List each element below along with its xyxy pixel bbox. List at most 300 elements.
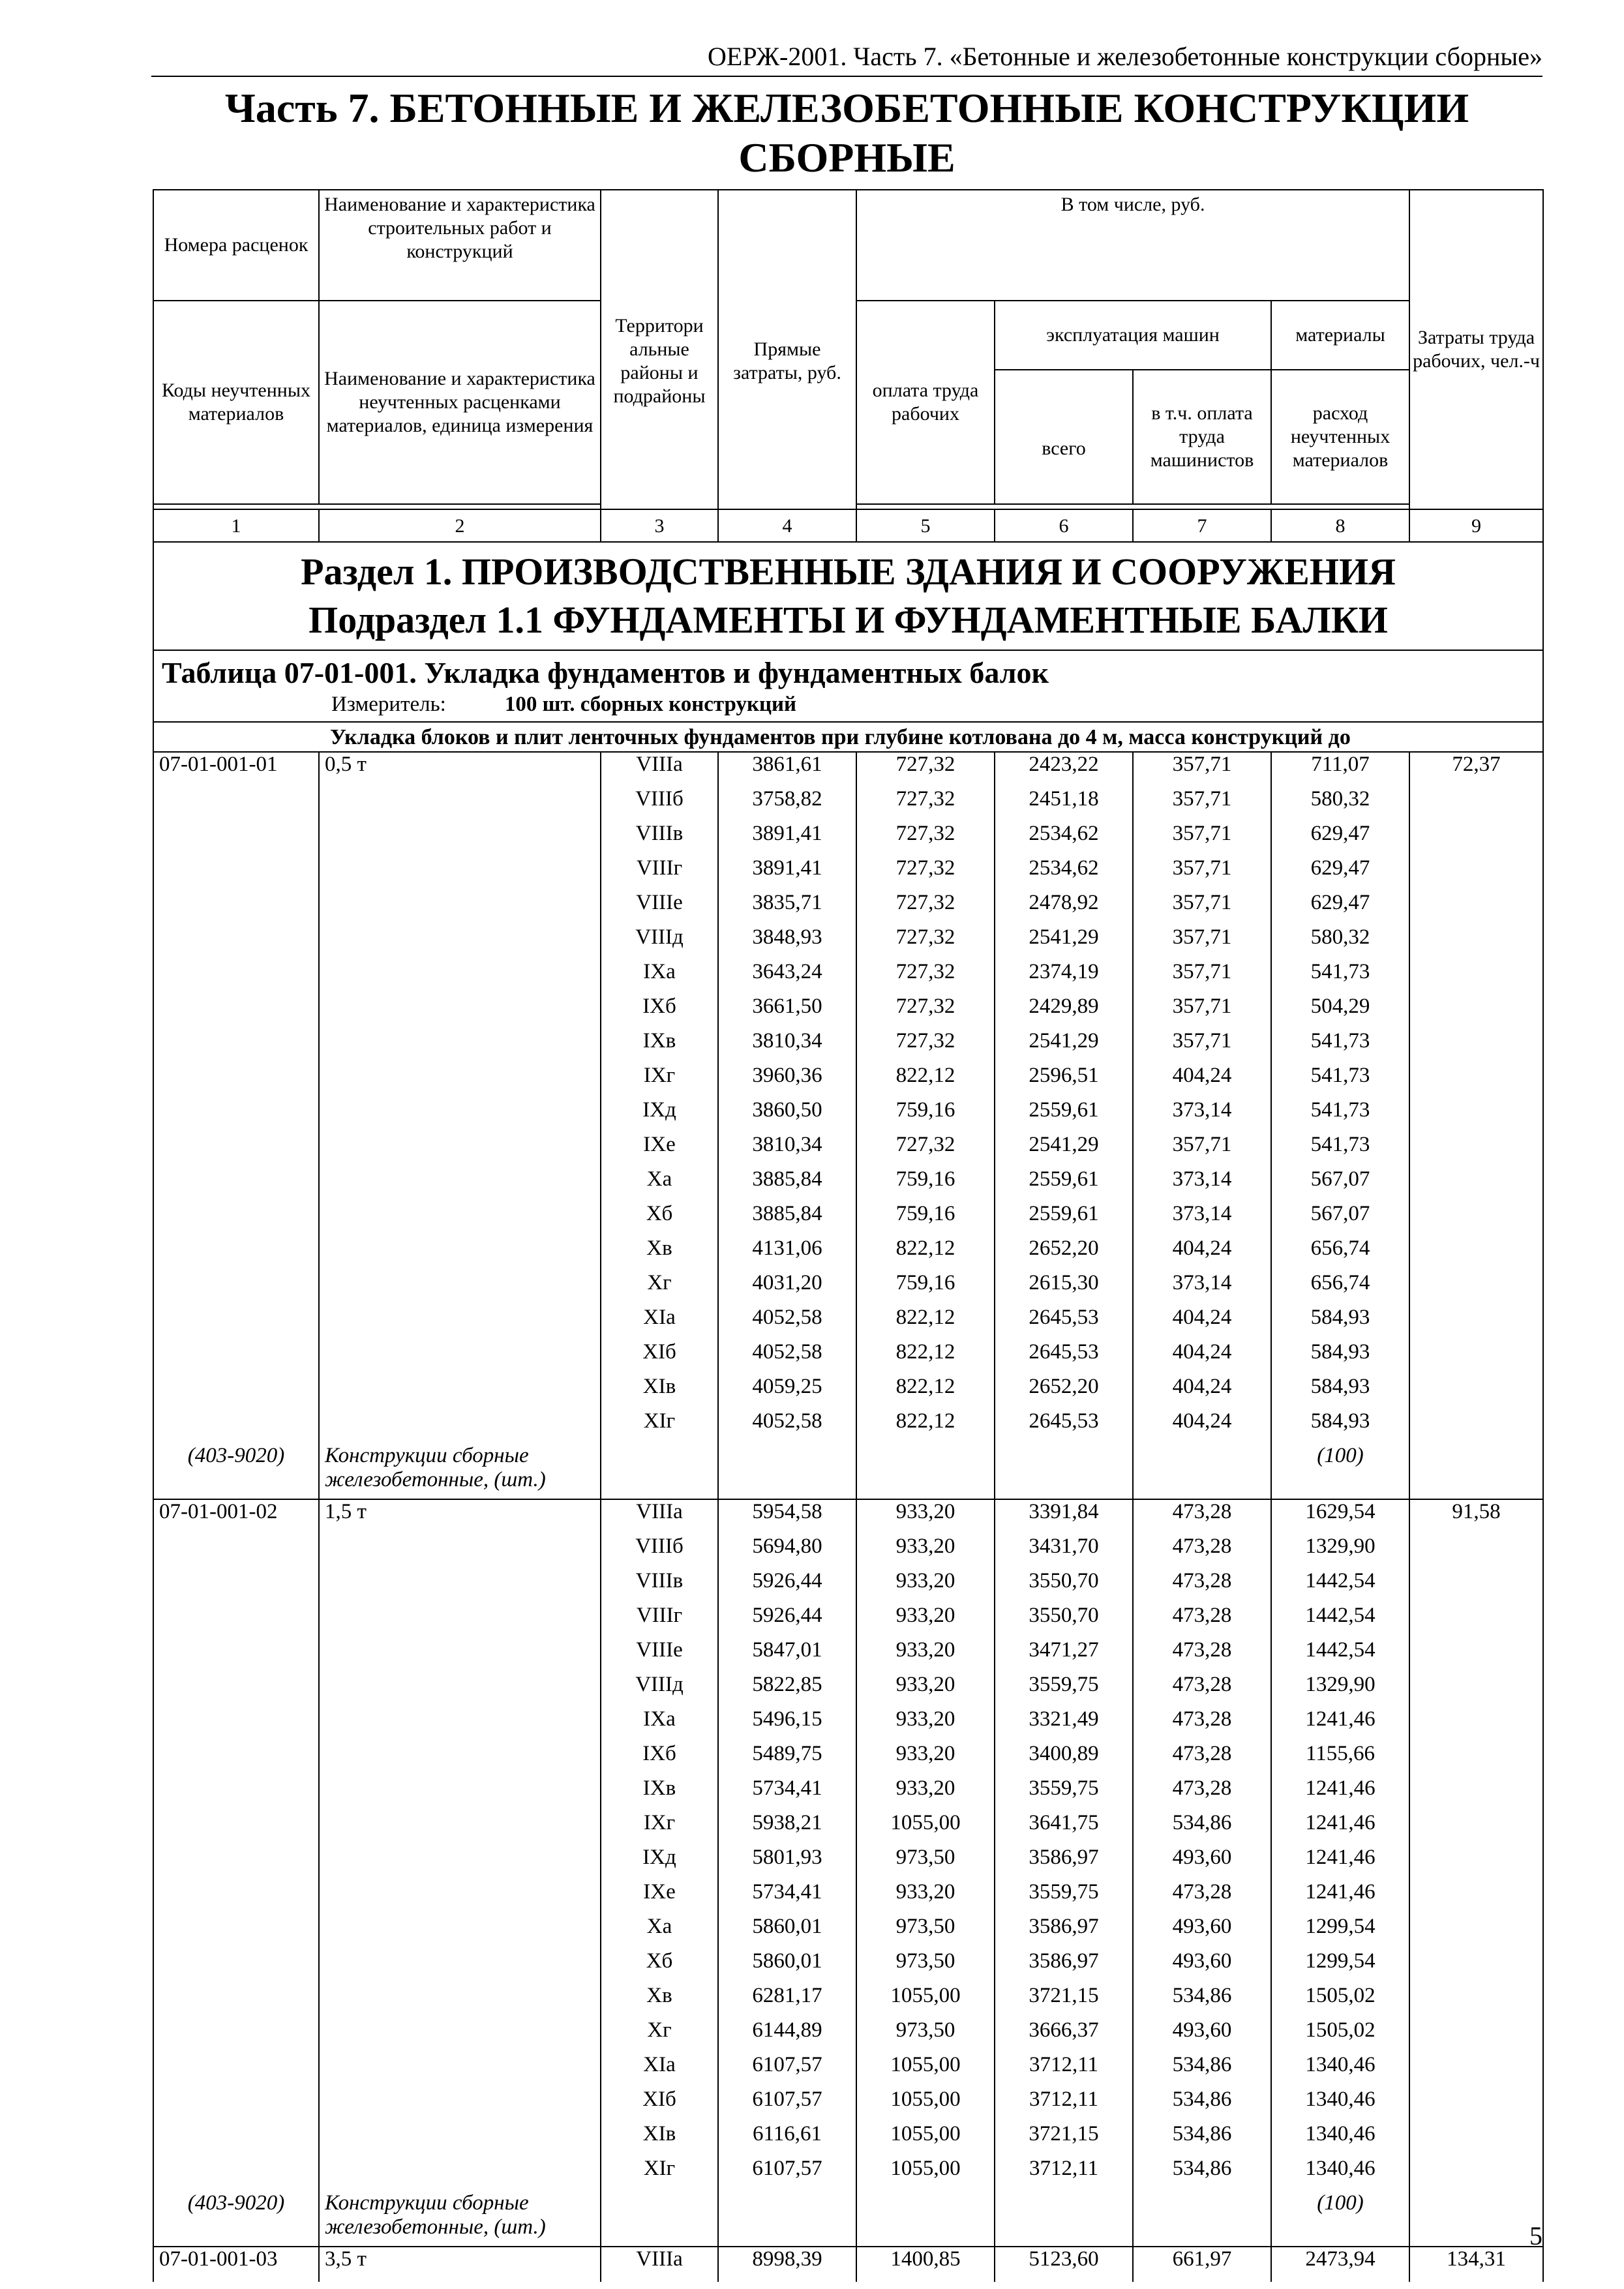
direct-costs: 5954,58 [718,1499,856,1534]
territory: IXг [601,1811,718,1846]
worker-pay: 1055,00 [856,2053,995,2087]
direct-costs: 4052,58 [718,1306,856,1340]
materials: 1505,02 [1271,1984,1409,2018]
machines-total: 2541,29 [995,925,1133,960]
machines-total: 3712,11 [995,2157,1133,2191]
materials: 1340,46 [1271,2157,1409,2191]
direct-costs: 3891,41 [718,822,856,856]
territory: Xв [601,1984,718,2018]
table-row [153,1306,1543,1340]
materials: 656,74 [1271,1236,1409,1271]
territory: VIIIа [601,2247,718,2282]
work-name [319,925,601,960]
rate-code [153,995,319,1029]
machines-total: 2652,20 [995,1236,1133,1271]
direct-costs: 5734,41 [718,1776,856,1811]
header-worker-pay: оплата труда рабочих [856,301,995,504]
rate-code [153,1340,319,1375]
territory: IXв [601,1029,718,1064]
materials: 1241,46 [1271,1776,1409,1811]
territory: XIг [601,2157,718,2191]
header-machines-total: всего [995,370,1133,504]
direct-costs: 5926,44 [718,1569,856,1604]
materials: 1340,46 [1271,2087,1409,2122]
machines-total: 2652,20 [995,1375,1133,1409]
labor-costs [1409,856,1543,891]
worker-pay: 759,16 [856,1167,995,1202]
labor-costs [1409,1569,1543,1604]
direct-costs: 5496,15 [718,1707,856,1742]
labor-costs [1409,1340,1543,1375]
territory: XIг [601,1409,718,1444]
material-code: (403-9020) [153,2191,319,2247]
materials: 541,73 [1271,960,1409,995]
rate-code [153,1029,319,1064]
rate-code [153,1604,319,1638]
territory: Xг [601,1271,718,1306]
materials: 1340,46 [1271,2053,1409,2087]
materials: 1329,90 [1271,1673,1409,1707]
machines-total: 3666,37 [995,2018,1133,2053]
machinist-pay: 534,86 [1133,1811,1271,1846]
labor-costs [1409,1880,1543,1915]
materials: 2473,94 [1271,2247,1409,2282]
rate-code [153,822,319,856]
header-materials: материалы [1271,301,1409,370]
part-title [151,83,1542,183]
machinist-pay: 357,71 [1133,925,1271,960]
machines-total: 3391,84 [995,1499,1133,1534]
header-name-bottom: Наименование и характеристика неучтенных расценками материалов, единица измерения [319,301,601,504]
materials: 1629,54 [1271,1499,1409,1534]
material-code: (403-9020) [153,1444,319,1499]
materials: 1299,54 [1271,1915,1409,1949]
machinist-pay: 534,86 [1133,2157,1271,2191]
labor-costs [1409,2053,1543,2087]
table-row [153,1604,1543,1638]
direct-costs: 5489,75 [718,1742,856,1776]
materials: 629,47 [1271,822,1409,856]
territory: XIб [601,1340,718,1375]
meter-value: 100 шт. сборных конструкций [504,693,797,716]
table-row [153,1915,1543,1949]
machines-total: 2596,51 [995,1064,1133,1098]
machines-total: 2374,19 [995,960,1133,995]
work-name: 0,5 т [319,752,601,787]
work-name [319,2157,601,2191]
materials: 1442,54 [1271,1604,1409,1638]
work-name [319,995,601,1029]
materials: 584,93 [1271,1409,1409,1444]
machines-total: 3431,70 [995,1534,1133,1569]
work-name [319,1409,601,1444]
machines-total: 3550,70 [995,1569,1133,1604]
rate-code [153,1271,319,1306]
empty-cell [1409,2191,1543,2247]
work-name [319,1776,601,1811]
labor-costs [1409,1029,1543,1064]
worker-pay: 822,12 [856,1064,995,1098]
direct-costs: 3661,50 [718,995,856,1029]
labor-costs [1409,1306,1543,1340]
work-name [319,1064,601,1098]
table-row [153,752,1543,787]
work-name [319,1202,601,1236]
table-row [153,787,1543,822]
worker-pay: 933,20 [856,1638,995,1673]
labor-costs [1409,1409,1543,1444]
territory: VIIIг [601,1604,718,1638]
work-name [319,1707,601,1742]
direct-costs: 6107,57 [718,2157,856,2191]
labor-costs [1409,1846,1543,1880]
work-name [319,2018,601,2053]
labor-costs [1409,1638,1543,1673]
worker-pay: 822,12 [856,1375,995,1409]
rate-code [153,1776,319,1811]
table-row [153,1846,1543,1880]
machinist-pay: 373,14 [1133,1098,1271,1133]
materials: 584,93 [1271,1306,1409,1340]
materials: 711,07 [1271,752,1409,787]
direct-costs: 3885,84 [718,1167,856,1202]
table-row [153,995,1543,1029]
machinist-pay: 357,71 [1133,960,1271,995]
machines-total: 2645,53 [995,1409,1133,1444]
machinist-pay: 373,14 [1133,1167,1271,1202]
territory: IXе [601,1133,718,1167]
material-row [153,1444,1543,1499]
worker-pay: 1055,00 [856,1811,995,1846]
rate-code [153,856,319,891]
work-name [319,1098,601,1133]
machines-total: 3712,11 [995,2087,1133,2122]
materials: 1329,90 [1271,1534,1409,1569]
territory: VIIIд [601,925,718,960]
machines-total: 2534,62 [995,822,1133,856]
header-group-including: В том числе, руб. [856,190,1409,301]
direct-costs: 4059,25 [718,1375,856,1409]
work-name [319,1236,601,1271]
worker-pay: 973,50 [856,1949,995,1984]
rate-code [153,1915,319,1949]
work-name [319,1375,601,1409]
column-numbers-row [153,509,1543,542]
direct-costs: 3758,82 [718,787,856,822]
machines-total: 2559,61 [995,1098,1133,1133]
column-number: 6 [995,509,1133,542]
worker-pay: 1055,00 [856,2122,995,2157]
header-name-top: Наименование и характеристика строительных работ и конструкций [319,190,601,301]
territory: IXв [601,1776,718,1811]
worker-pay: 933,20 [856,1776,995,1811]
machinist-pay: 493,60 [1133,2018,1271,2053]
table-row [153,1707,1543,1742]
table-row [153,1880,1543,1915]
machinist-pay: 357,71 [1133,1029,1271,1064]
worker-pay: 822,12 [856,1306,995,1340]
labor-costs [1409,1098,1543,1133]
machinist-pay: 493,60 [1133,1915,1271,1949]
labor-costs [1409,822,1543,856]
territory: VIIIе [601,891,718,925]
column-number: 1 [153,509,319,542]
work-name [319,2053,601,2087]
work-name [319,1638,601,1673]
direct-costs: 5860,01 [718,1949,856,1984]
labor-costs [1409,891,1543,925]
table-row [153,891,1543,925]
rate-code [153,1534,319,1569]
territory: XIв [601,1375,718,1409]
rate-code [153,1098,319,1133]
worker-pay: 1055,00 [856,1984,995,2018]
territory: IXд [601,1098,718,1133]
territory: VIIIв [601,1569,718,1604]
header-machines: эксплуатация машин [995,301,1271,370]
machines-total: 3559,75 [995,1673,1133,1707]
worker-pay: 727,32 [856,1029,995,1064]
worker-pay: 1055,00 [856,2087,995,2122]
column-number: 2 [319,509,601,542]
direct-costs: 3810,34 [718,1133,856,1167]
table-row [153,1638,1543,1673]
rate-code: 07-01-001-03 [153,2247,319,2282]
rate-code [153,1742,319,1776]
rate-code [153,1673,319,1707]
rate-code [153,1880,319,1915]
materials: 1155,66 [1271,1742,1409,1776]
machinist-pay: 404,24 [1133,1064,1271,1098]
worker-pay: 933,20 [856,1880,995,1915]
worker-pay: 973,50 [856,2018,995,2053]
material-name: Конструкции сборные железобетонные, (шт.) [319,1444,601,1499]
table-row [153,2087,1543,2122]
machines-total: 2423,22 [995,752,1133,787]
territory: VIIIа [601,752,718,787]
direct-costs: 5801,93 [718,1846,856,1880]
materials: 580,32 [1271,925,1409,960]
worker-pay: 822,12 [856,1340,995,1375]
machinist-pay: 493,60 [1133,1846,1271,1880]
territory: Xа [601,1915,718,1949]
table-row [153,1029,1543,1064]
machinist-pay: 661,97 [1133,2247,1271,2282]
labor-costs [1409,1236,1543,1271]
rate-code [153,2053,319,2087]
empty-cell [995,1444,1133,1499]
labor-costs [1409,1707,1543,1742]
rate-code [153,1811,319,1846]
empty-cell [1133,1444,1271,1499]
table-row [153,1375,1543,1409]
labor-costs [1409,1167,1543,1202]
machines-total: 3471,27 [995,1638,1133,1673]
header-unaccounted-materials: расход неучтенных материалов [1271,370,1409,504]
labor-costs [1409,2018,1543,2053]
work-name [319,2087,601,2122]
territory: IXа [601,960,718,995]
labor-costs [1409,1375,1543,1409]
machinist-pay: 404,24 [1133,1409,1271,1444]
machinist-pay: 534,86 [1133,2122,1271,2157]
machinist-pay: 373,14 [1133,1271,1271,1306]
table-title: Таблица 07-01-001. Укладка фундаментов и фундаментных балок [162,656,1049,689]
machines-total: 5123,60 [995,2247,1133,2282]
labor-costs [1409,1776,1543,1811]
machines-total: 2451,18 [995,787,1133,822]
territory: IXг [601,1064,718,1098]
subsection-title: Подраздел 1.1 ФУНДАМЕНТЫ И ФУНДАМЕНТНЫЕ БАЛКИ [308,599,1388,641]
work-name [319,856,601,891]
material-quantity: (100) [1271,2191,1409,2247]
materials: 1505,02 [1271,2018,1409,2053]
rate-code [153,2018,319,2053]
column-number: 3 [601,509,718,542]
territory: IXб [601,1742,718,1776]
labor-costs [1409,1915,1543,1949]
labor-costs [1409,1202,1543,1236]
machines-total: 2541,29 [995,1133,1133,1167]
labor-costs [1409,1742,1543,1776]
machines-total: 3586,97 [995,1915,1133,1949]
running-head: ОЕРЖ-2001. Часть 7. «Бетонные и железобетонные конструкции сборные» [151,38,1542,77]
worker-pay: 1055,00 [856,2157,995,2191]
rate-code [153,1846,319,1880]
worker-pay: 727,32 [856,752,995,787]
table-row [153,1499,1543,1534]
machinist-pay: 473,28 [1133,1638,1271,1673]
direct-costs: 4131,06 [718,1236,856,1271]
work-name [319,1846,601,1880]
table-row [153,2122,1543,2157]
table-row [153,1811,1543,1846]
section-heading [153,542,1543,650]
table-row [153,1569,1543,1604]
work-subheading: Укладка блоков и плит ленточных фундаментов при глубине котлована до 4 м, масса конструкций до [153,722,1543,752]
rate-code [153,1569,319,1604]
header-machinist-pay: в т.ч. оплата труда машинистов [1133,370,1271,504]
worker-pay: 973,50 [856,1915,995,1949]
machinist-pay: 534,86 [1133,2087,1271,2122]
labor-costs [1409,2087,1543,2122]
machines-total: 3712,11 [995,2053,1133,2087]
table-row [153,2157,1543,2191]
worker-pay: 973,50 [856,1846,995,1880]
column-number: 8 [1271,509,1409,542]
labor-costs [1409,787,1543,822]
empty-cell [856,1444,995,1499]
territory: VIIIа [601,1499,718,1534]
material-row [153,2191,1543,2247]
work-name [319,1340,601,1375]
direct-costs: 6116,61 [718,2122,856,2157]
rate-code [153,2157,319,2191]
work-name [319,1569,601,1604]
territory: VIIIв [601,822,718,856]
machinist-pay: 404,24 [1133,1236,1271,1271]
materials: 1442,54 [1271,1569,1409,1604]
direct-costs: 6144,89 [718,2018,856,2053]
table-row [153,1409,1543,1444]
machinist-pay: 473,28 [1133,1742,1271,1776]
territory: Xб [601,1949,718,1984]
direct-costs: 6107,57 [718,2087,856,2122]
rate-code [153,1984,319,2018]
rate-code [153,960,319,995]
labor-costs [1409,960,1543,995]
worker-pay: 1400,85 [856,2247,995,2282]
territory: XIв [601,2122,718,2157]
machinist-pay: 404,24 [1133,1375,1271,1409]
machinist-pay: 473,28 [1133,1776,1271,1811]
table-row [153,2018,1543,2053]
machines-total: 2645,53 [995,1340,1133,1375]
direct-costs: 3861,61 [718,752,856,787]
header-codes-bottom: Коды неучтенных материалов [153,301,319,504]
materials: 541,73 [1271,1029,1409,1064]
rate-code [153,1409,319,1444]
materials: 629,47 [1271,856,1409,891]
table-row [153,1167,1543,1202]
direct-costs: 3891,41 [718,856,856,891]
worker-pay: 822,12 [856,1236,995,1271]
material-quantity: (100) [1271,1444,1409,1499]
materials: 1340,46 [1271,2122,1409,2157]
machinist-pay: 473,28 [1133,1880,1271,1915]
direct-costs: 3860,50 [718,1098,856,1133]
machinist-pay: 473,28 [1133,1534,1271,1569]
header-territory: Территори альные районы и подрайоны [601,190,718,509]
machines-total: 3559,75 [995,1880,1133,1915]
table-row [153,1236,1543,1271]
labor-costs [1409,1811,1543,1846]
work-name [319,1271,601,1306]
territory: VIIIд [601,1673,718,1707]
direct-costs: 3810,34 [718,1029,856,1064]
direct-costs: 3960,36 [718,1064,856,1098]
labor-costs: 134,31 [1409,2247,1543,2282]
worker-pay: 727,32 [856,925,995,960]
column-number: 4 [718,509,856,542]
machines-total: 3641,75 [995,1811,1133,1846]
territory: XIа [601,2053,718,2087]
territory: XIа [601,1306,718,1340]
empty-cell [718,2191,856,2247]
worker-pay: 759,16 [856,1202,995,1236]
rate-code: 07-01-001-02 [153,1499,319,1534]
materials: 1442,54 [1271,1638,1409,1673]
work-name [319,891,601,925]
table-row [153,1534,1543,1569]
table-row [153,1776,1543,1811]
table-row [153,1202,1543,1236]
machinist-pay: 473,28 [1133,1604,1271,1638]
rate-code: 07-01-001-01 [153,752,319,787]
header-direct-costs: Прямые затраты, руб. [718,190,856,509]
empty-cell [856,2191,995,2247]
machines-total: 2541,29 [995,1029,1133,1064]
materials: 584,93 [1271,1375,1409,1409]
machines-total: 3559,75 [995,1776,1133,1811]
rate-code [153,787,319,822]
territory: Xв [601,1236,718,1271]
table-row [153,960,1543,995]
direct-costs: 5926,44 [718,1604,856,1638]
worker-pay: 727,32 [856,891,995,925]
worker-pay: 822,12 [856,1409,995,1444]
work-name: 1,5 т [319,1499,601,1534]
